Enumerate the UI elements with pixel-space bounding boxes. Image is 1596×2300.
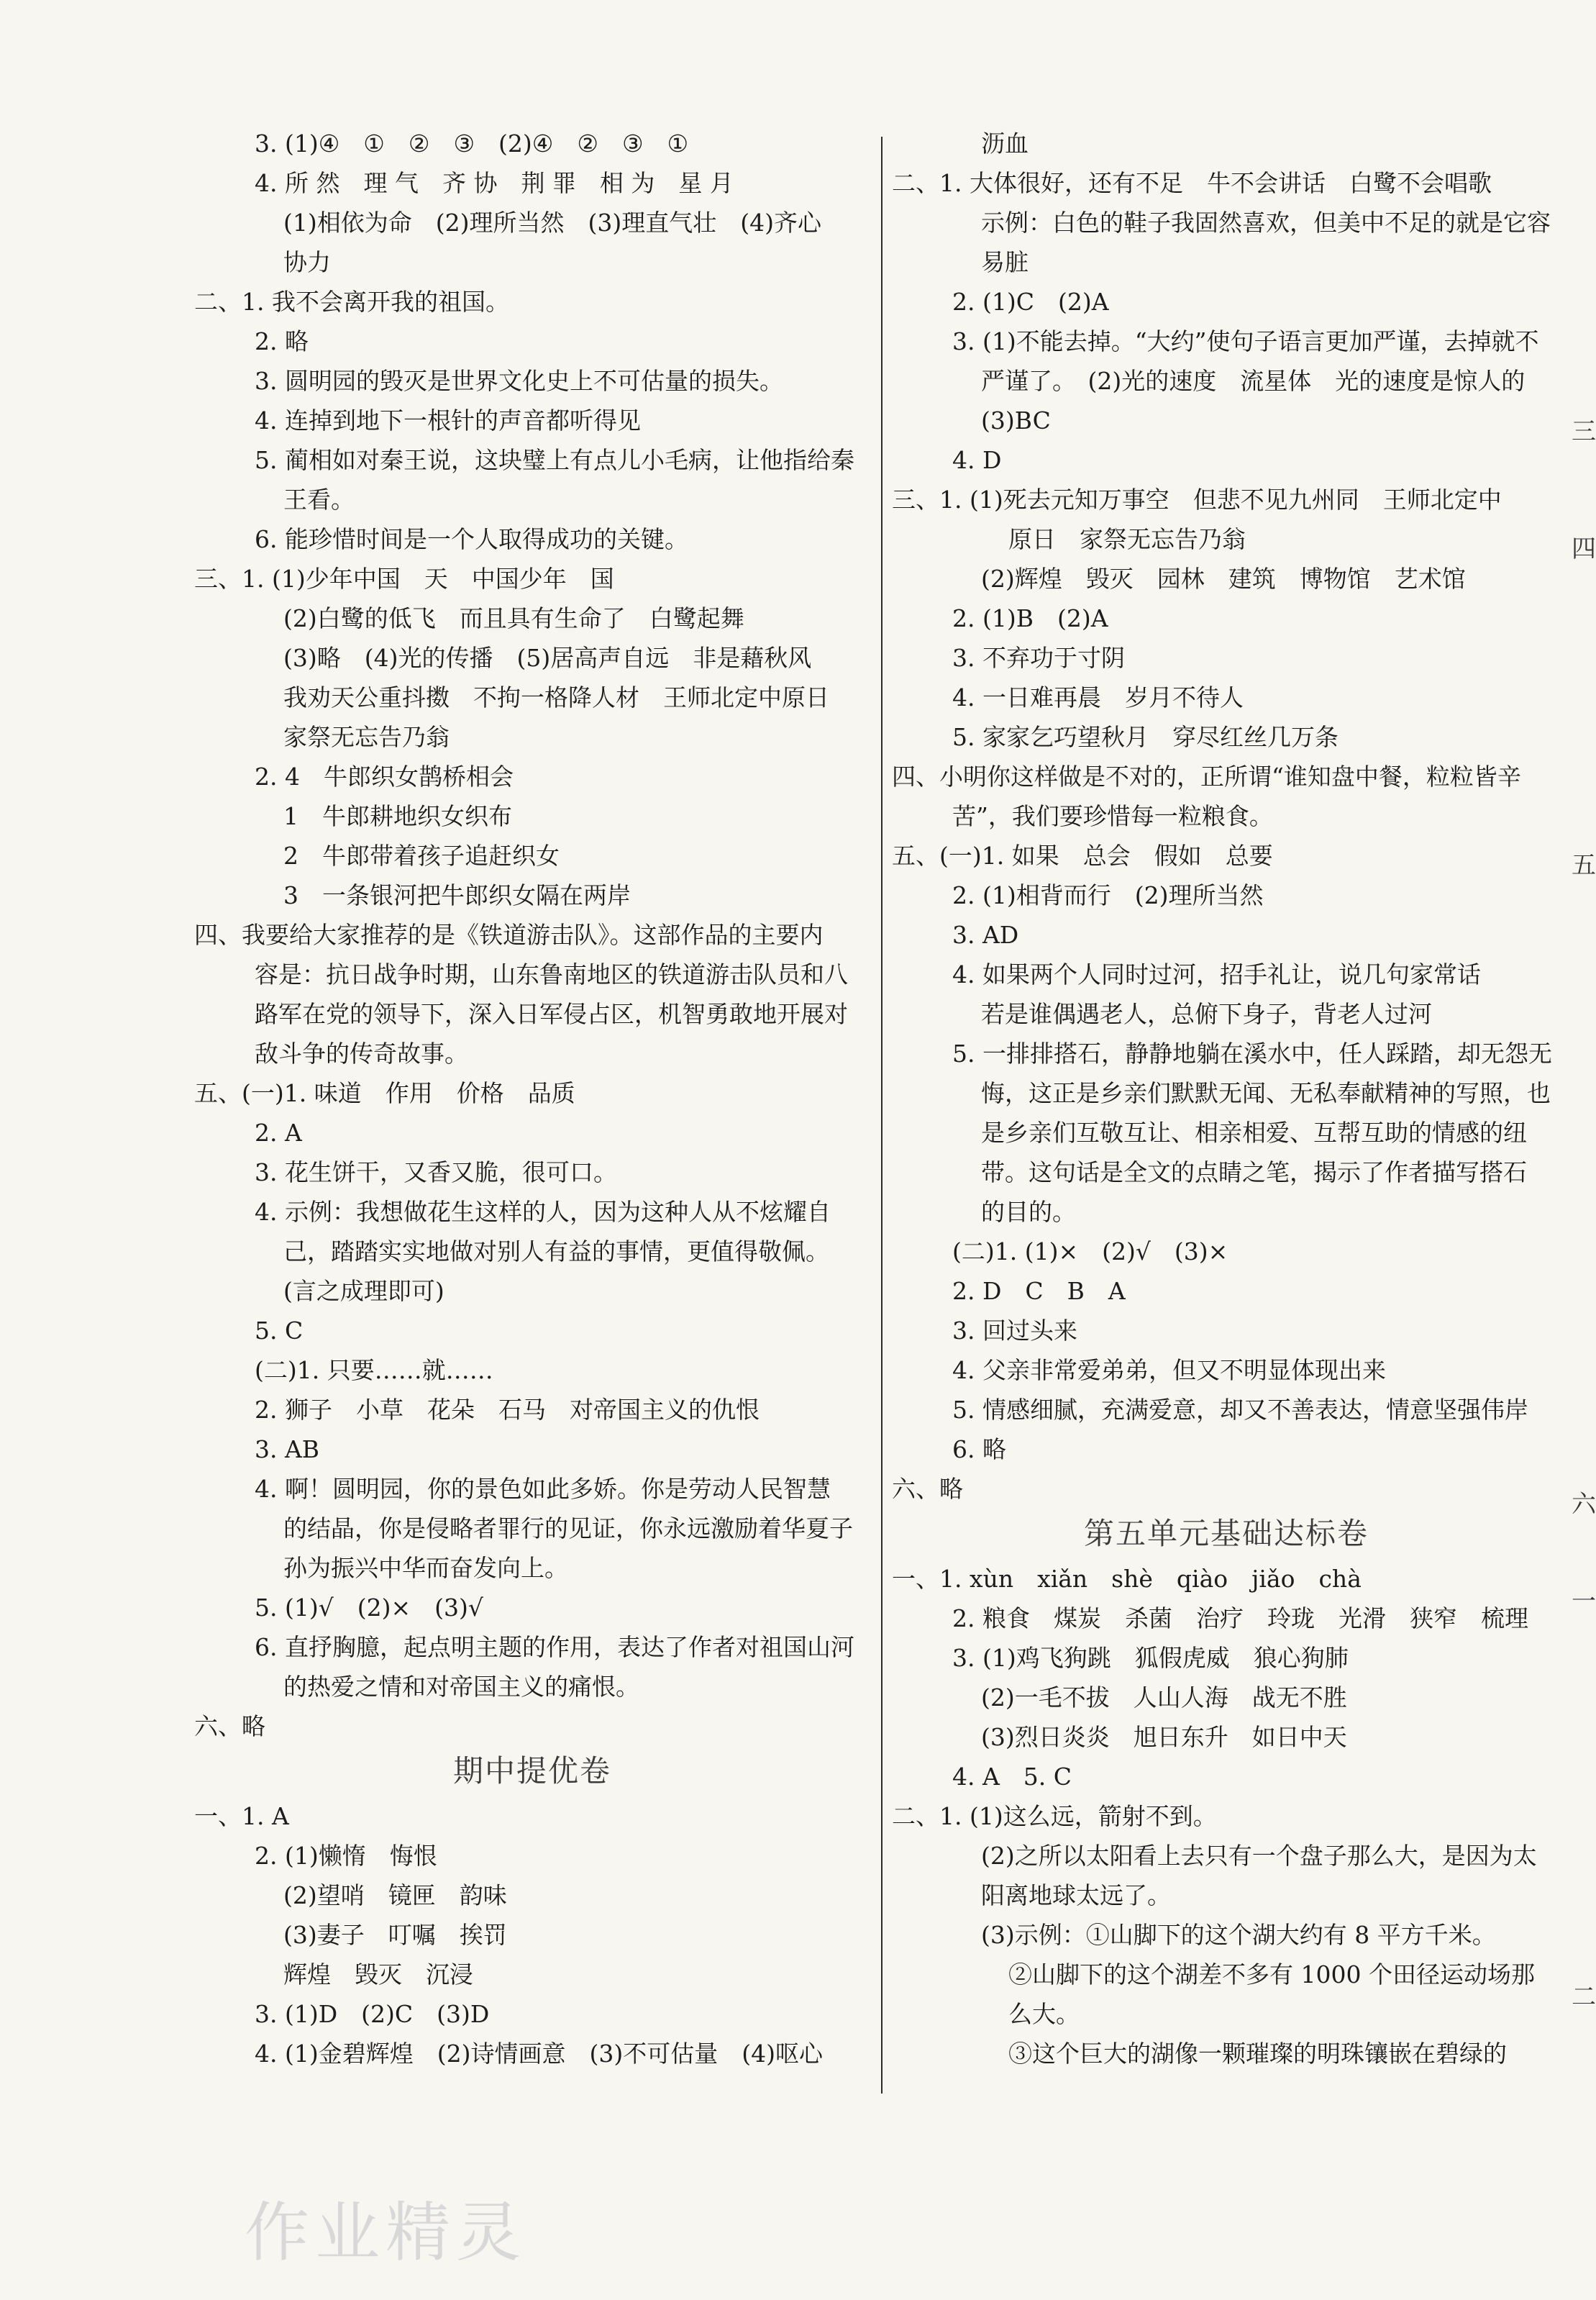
edge-fragment: 四 — [1572, 535, 1596, 563]
answer-line: 4. 连掉到地下一根针的声音都听得见 — [255, 406, 641, 435]
answer-line: 2. 略 — [255, 327, 309, 355]
answer-line: 3. (1)不能去掉。“大约”使句子语言更加严谨，去掉就不 — [952, 327, 1539, 355]
answer-line: (2)白鹭的低飞 而且具有生命了 白鹭起舞 — [283, 604, 744, 632]
edge-fragment: 一 — [1572, 1587, 1596, 1616]
section-title: 第五单元基础达标卷 — [1083, 1516, 1369, 1551]
answer-line: 3. (1)D (2)C (3)D — [255, 2000, 490, 2028]
answer-line: 2 牛郎带着孩子追赶织女 — [283, 842, 560, 870]
answer-line: (2)辉煌 毁灭 园林 建筑 博物馆 艺术馆 — [981, 565, 1466, 593]
answer-line: 四、我要给大家推荐的是《铁道游击队》。这部作品的主要内 — [194, 921, 824, 949]
answer-line: 4. 父亲非常爱弟弟，但又不明显体现出来 — [952, 1356, 1386, 1384]
column-divider — [881, 137, 883, 2094]
answer-line: (3)妻子 叮嘱 挨罚 — [283, 1921, 507, 1949]
answer-line: (2)之所以太阳看上去只有一个盘子那么大，是因为太 — [981, 1842, 1537, 1870]
answer-line: 一、1. xùn xiǎn shè qiào jiǎo chà — [892, 1565, 1362, 1593]
answer-line: 孙为振兴中华而奋发向上。 — [283, 1554, 568, 1582]
answer-line: 5. 蔺相如对秦王说，这块璧上有点儿小毛病，让他指给秦 — [255, 446, 854, 474]
edge-fragment: 六 — [1572, 1490, 1596, 1519]
section-title: 期中提优卷 — [452, 1753, 611, 1788]
answer-line: 1 牛郎耕地织女织布 — [283, 802, 512, 830]
answer-line: 3. AB — [255, 1435, 320, 1463]
answer-line: 五、(一)1. 味道 作用 价格 品质 — [194, 1079, 575, 1107]
answer-line: (3)略 (4)光的传播 (5)居高声自远 非是藉秋风 — [283, 644, 812, 672]
answer-line: 3. 回过头来 — [952, 1317, 1077, 1345]
answer-line: 原日 家祭无忘告乃翁 — [1008, 525, 1246, 553]
answer-line: 五、(一)1. 如果 总会 假如 总要 — [892, 842, 1273, 870]
answer-line: 4. 如果两个人同时过河，招手礼让，说几句家常话 — [952, 960, 1481, 988]
answer-line: (3)BC — [981, 406, 1051, 435]
answer-line: 六、略 — [892, 1475, 963, 1503]
answer-line: 2. (1)C (2)A — [952, 288, 1109, 316]
right-column — [892, 124, 1561, 2073]
answer-line: ②山脚下的这个湖差不多有 1000 个田径运动场那 — [1008, 1960, 1535, 1988]
answer-line: 是乡亲们互敬互让、相亲相爱、互帮互助的情感的纽 — [981, 1119, 1527, 1147]
left-column — [194, 124, 870, 2073]
answer-line: 三、1. (1)少年中国 天 中国少年 国 — [194, 565, 614, 593]
answer-line: 5. 家家乞巧望秋月 穿尽红丝几万条 — [952, 723, 1339, 751]
answer-line: 5. 情感细腻，充满爱意，却又不善表达，情意坚强伟岸 — [952, 1396, 1528, 1424]
answer-line: 阳离地球太远了。 — [981, 1881, 1171, 1909]
answer-line: 3. AD — [952, 921, 1019, 949]
answer-line: 么大。 — [1008, 2000, 1080, 2028]
answer-line: ③这个巨大的湖像一颗璀璨的明珠镶嵌在碧绿的 — [1008, 2040, 1507, 2068]
answer-line: 5. C — [255, 1317, 304, 1345]
answer-line: 3. 圆明园的毁灭是世界文化史上不可估量的损失。 — [255, 367, 783, 395]
answer-line: 悔，这正是乡亲们默默无闻、无私奉献精神的写照，也 — [981, 1079, 1551, 1107]
answer-line: 4. D — [952, 446, 1002, 474]
answer-line: 家祭无忘告乃翁 — [283, 723, 450, 751]
answer-line: (3)烈日炎炎 旭日东升 如日中天 — [981, 1723, 1347, 1751]
edge-fragment: 二 — [1572, 1983, 1596, 2012]
answer-line: (2)一毛不拔 人山人海 战无不胜 — [981, 1683, 1347, 1712]
answer-line: (言之成理即可) — [283, 1277, 444, 1305]
answer-line: 5. (1)√ (2)× (3)√ — [255, 1594, 483, 1622]
answer-line: 四、小明你这样做是不对的，正所谓“谁知盘中餐，粒粒皆辛 — [892, 763, 1521, 791]
answer-line: 易脏 — [981, 248, 1029, 276]
answer-line: 六、略 — [194, 1712, 265, 1740]
answer-line: 4. 所 然 理 气 齐 协 荆 罪 相 为 星 月 — [255, 169, 734, 197]
answer-line: (1)相依为命 (2)理所当然 (3)理直气壮 (4)齐心 — [283, 209, 821, 237]
answer-line: (3)示例：①山脚下的这个湖大约有 8 平方千米。 — [981, 1921, 1496, 1949]
answer-line: 带。这句话是全文的点睛之笔，揭示了作者描写搭石 — [981, 1158, 1527, 1186]
answer-line: 2. (1)懒惰 悔恨 — [255, 1842, 437, 1870]
answer-line: 一、1. A — [194, 1802, 289, 1830]
answer-line: 王看。 — [283, 486, 355, 514]
answer-line: 沥血 — [981, 129, 1029, 158]
answer-line: 严谨了。 (2)光的速度 流星体 光的速度是惊人的 — [981, 367, 1526, 395]
edge-fragment: 三 — [1572, 417, 1596, 446]
answer-line: 6. 能珍惜时间是一个人取得成功的关键。 — [255, 525, 688, 553]
answer-line: 辉煌 毁灭 沉浸 — [283, 1960, 473, 1988]
answer-line: 2. A — [255, 1119, 302, 1147]
answer-line: 4. (1)金碧辉煌 (2)诗情画意 (3)不可估量 (4)呕心 — [255, 2040, 823, 2068]
answer-line: 我劝天公重抖擞 不拘一格降人材 王师北定中原日 — [283, 683, 829, 712]
answer-line: 示例：白色的鞋子我固然喜欢，但美中不足的就是它容 — [981, 209, 1551, 237]
answer-line: 敌斗争的传奇故事。 — [255, 1040, 468, 1068]
answer-line: 苦”，我们要珍惜每一粒粮食。 — [952, 802, 1273, 830]
answer-line: 3. (1)鸡飞狗跳 狐假虎威 狼心狗肺 — [952, 1644, 1349, 1672]
answer-line: (二)1. 只要……就…… — [255, 1356, 493, 1384]
answer-line: 2. 粮食 煤炭 杀菌 治疗 玲珑 光滑 狭窄 梳理 — [952, 1604, 1528, 1632]
answer-line: (二)1. (1)× (2)√ (3)× — [952, 1237, 1228, 1265]
answer-line: 路军在党的领导下，深入日军侵占区，机智勇敢地开展对 — [255, 1000, 848, 1028]
answer-line: 6. 直抒胸臆，起点明主题的作用，表达了作者对祖国山河 — [255, 1633, 854, 1661]
answer-line: 容是：抗日战争时期，山东鲁南地区的铁道游击队员和八 — [255, 960, 848, 988]
answer-line: 若是谁偶遇老人，总俯下身子，背老人过河 — [981, 1000, 1432, 1028]
watermark: 作业精灵 — [245, 2195, 526, 2271]
answer-line: 3 一条银河把牛郎织女隔在两岸 — [283, 881, 631, 909]
answer-line: 4. 示例：我想做花生这样的人，因为这种人从不炫耀自 — [255, 1198, 831, 1226]
answer-line: 3. 不弃功于寸阴 — [952, 644, 1125, 672]
answer-line: 2. (1)相背而行 (2)理所当然 — [952, 881, 1264, 909]
answer-line: 的目的。 — [981, 1198, 1076, 1226]
answer-line: 6. 略 — [952, 1435, 1006, 1463]
answer-line: 二、1. 我不会离开我的祖国。 — [194, 288, 509, 316]
answer-line: 3. 花生饼干，又香又脆，很可口。 — [255, 1158, 617, 1186]
answer-line: 3. (1)④ ① ② ③ (2)④ ② ③ ① — [255, 129, 689, 158]
answer-line: 2. (1)B (2)A — [952, 604, 1108, 632]
answer-line: 2. 4 牛郎织女鹊桥相会 — [255, 763, 514, 791]
answer-line: 的结晶，你是侵略者罪行的见证，你永远激励着华夏子 — [283, 1514, 853, 1542]
answer-line: 三、1. (1)死去元知万事空 但悲不见九州同 王师北定中 — [892, 486, 1502, 514]
answer-line: 2. 狮子 小草 花朵 石马 对帝国主义的仇恨 — [255, 1396, 760, 1424]
answer-line: 二、1. 大体很好，还有不足 牛不会讲话 白鹭不会唱歌 — [892, 169, 1492, 197]
answer-line: 己，踏踏实实地做对别人有益的事情，更值得敬佩。 — [283, 1237, 829, 1265]
answer-line: 二、1. (1)这么远，箭射不到。 — [892, 1802, 1217, 1830]
answer-line: 的热爱之情和对帝国主义的痛恨。 — [283, 1673, 639, 1701]
edge-fragment: 五 — [1572, 851, 1596, 880]
answer-line: 协力 — [283, 248, 331, 276]
answer-line: 4. 一日难再晨 岁月不待人 — [952, 683, 1244, 712]
answer-line: 5. 一排排搭石，静静地躺在溪水中，任人踩踏，却无怨无 — [952, 1040, 1552, 1068]
answer-line: 4. A 5. C — [952, 1763, 1072, 1791]
answer-line: (2)望哨 镜匣 韵味 — [283, 1881, 507, 1909]
answer-line: 2. D C B A — [952, 1277, 1126, 1305]
answer-line: 4. 啊！圆明园，你的景色如此多娇。你是劳动人民智慧 — [255, 1475, 831, 1503]
